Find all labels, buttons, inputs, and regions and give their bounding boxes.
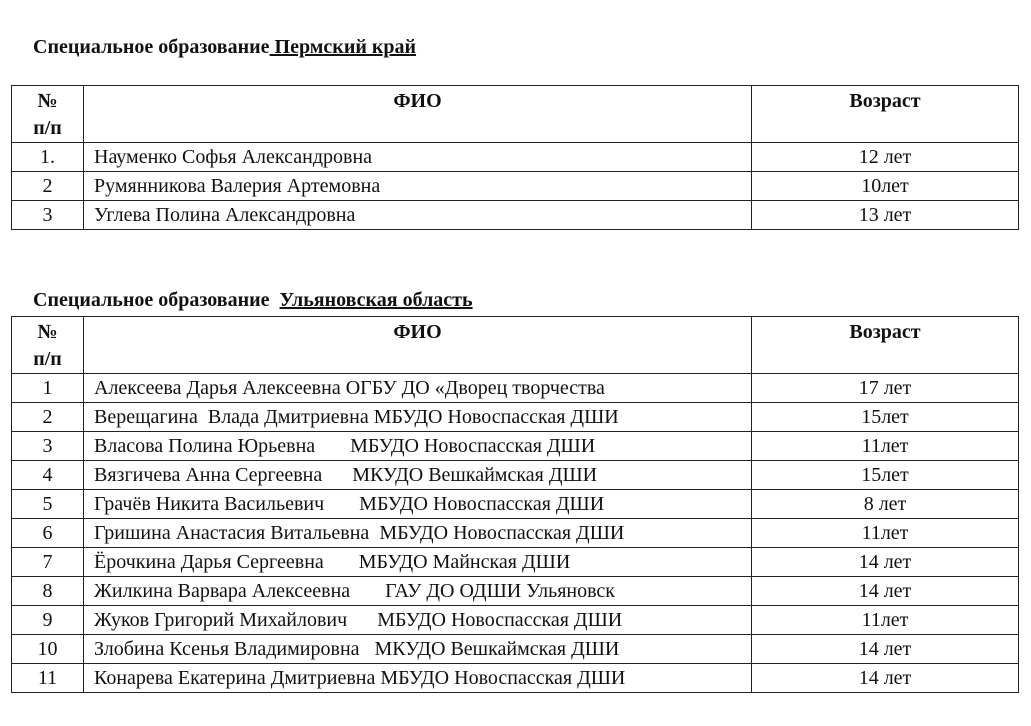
row-fio: Верещагина Влада Дмитриевна МБУДО Новоспасская ДШИ (84, 403, 752, 432)
section2-heading-region: Ульяновская область (279, 289, 473, 311)
header-num: № п/п (12, 86, 84, 143)
table-row (12, 548, 1019, 577)
row-age: 15лет (752, 403, 1019, 432)
row-fio: Румянникова Валерия Артемовна (84, 172, 752, 201)
header-fio: ФИО (84, 86, 752, 143)
row-number: 2 (12, 403, 84, 432)
row-fio: Злобина Ксенья Владимировна МКУДО Вешкаймская ДШИ (84, 635, 752, 664)
row-age: 8 лет (752, 490, 1019, 519)
table-row (12, 403, 1019, 432)
row-age: 10лет (752, 172, 1019, 201)
row-fio: Углева Полина Александровна (84, 201, 752, 230)
row-number: 6 (12, 519, 84, 548)
table-row (12, 172, 1019, 201)
row-fio: Гришина Анастасия Витальевна МБУДО Новоспасская ДШИ (84, 519, 752, 548)
table-row (12, 606, 1019, 635)
table-row (12, 374, 1019, 403)
section1-heading-prefix: Специальное образование (33, 36, 270, 58)
row-number: 1. (12, 143, 84, 172)
row-age: 11лет (752, 432, 1019, 461)
row-number: 8 (12, 577, 84, 606)
table-row (12, 432, 1019, 461)
row-fio: Жуков Григорий Михайлович МБУДО Новоспасская ДШИ (84, 606, 752, 635)
row-number: 1 (12, 374, 84, 403)
row-age: 11лет (752, 519, 1019, 548)
table-row (12, 664, 1019, 693)
section2-heading (33, 289, 473, 312)
row-number: 2 (12, 172, 84, 201)
row-number: 5 (12, 490, 84, 519)
row-age: 11лет (752, 606, 1019, 635)
header-num: № п/п (12, 317, 84, 374)
row-age: 14 лет (752, 664, 1019, 693)
row-number: 10 (12, 635, 84, 664)
table-row (12, 635, 1019, 664)
row-age: 14 лет (752, 635, 1019, 664)
row-fio: Грачёв Никита Васильевич МБУДО Новоспасская ДШИ (84, 490, 752, 519)
section1-table (11, 85, 1019, 230)
section2-table (11, 316, 1019, 693)
row-age: 14 лет (752, 548, 1019, 577)
row-number: 7 (12, 548, 84, 577)
row-age: 14 лет (752, 577, 1019, 606)
row-number: 3 (12, 432, 84, 461)
row-fio: Жилкина Варвара Алексеевна ГАУ ДО ОДШИ Ульяновск (84, 577, 752, 606)
row-fio: Власова Полина Юрьевна МБУДО Новоспасская ДШИ (84, 432, 752, 461)
row-age: 15лет (752, 461, 1019, 490)
row-number: 11 (12, 664, 84, 693)
table-row (12, 461, 1019, 490)
table-row (12, 490, 1019, 519)
table-row (12, 201, 1019, 230)
row-number: 3 (12, 201, 84, 230)
row-fio: Конарева Екатерина Дмитриевна МБУДО Новоспасская ДШИ (84, 664, 752, 693)
row-number: 9 (12, 606, 84, 635)
table-row (12, 143, 1019, 172)
header-age: Возраст (752, 317, 1019, 374)
header-age: Возраст (752, 86, 1019, 143)
row-age: 12 лет (752, 143, 1019, 172)
header-fio: ФИО (84, 317, 752, 374)
section1-heading-region: Пермский край (269, 36, 417, 58)
row-fio: Алексеева Дарья Алексеевна ОГБУ ДО «Дворец творчества (84, 374, 752, 403)
table-row (12, 519, 1019, 548)
row-fio: Науменко Софья Александровна (84, 143, 752, 172)
section1-heading (33, 36, 416, 59)
table-row (12, 577, 1019, 606)
row-age: 17 лет (752, 374, 1019, 403)
row-fio: Вязгичева Анна Сергеевна МКУДО Вешкаймская ДШИ (84, 461, 752, 490)
row-number: 4 (12, 461, 84, 490)
section2-heading-prefix: Специальное образование (33, 289, 280, 311)
row-age: 13 лет (752, 201, 1019, 230)
row-fio: Ёрочкина Дарья Сергеевна МБУДО Майнская ДШИ (84, 548, 752, 577)
